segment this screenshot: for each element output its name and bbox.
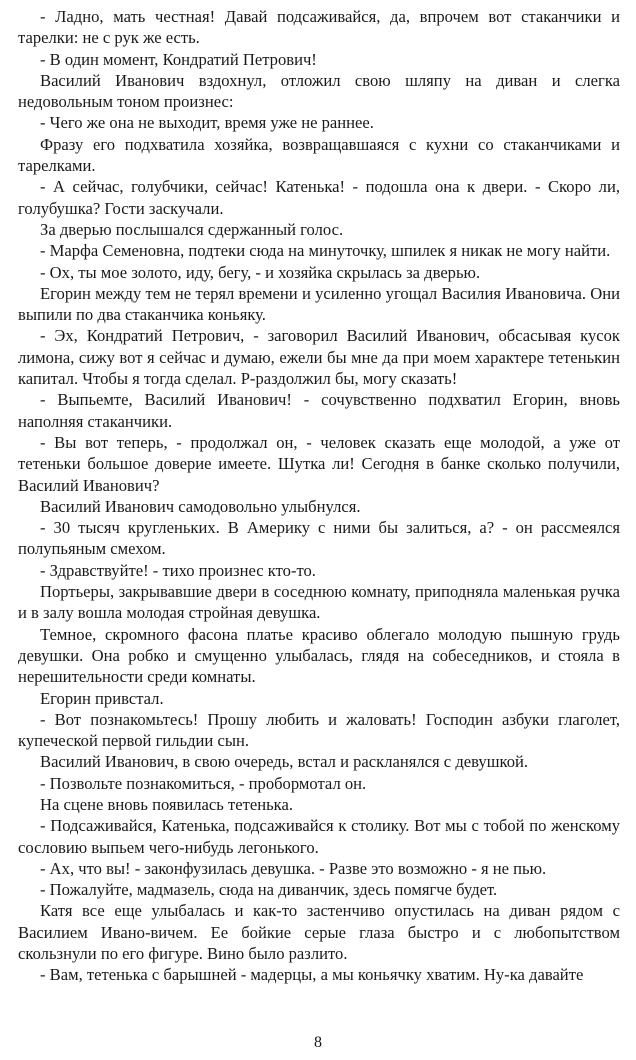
paragraph: Василий Иванович, в свою очередь, встал и раскланялся с девушкой. (40, 752, 529, 772)
page-number: 8 (314, 1034, 322, 1051)
paragraph: - Пожалуйте, мадмазель, сюда на диванчик, здесь помягче будет. (40, 880, 498, 900)
paragraph: - Здравствуйте! - тихо произнес кто-то. (40, 560, 316, 580)
paragraph: Василий Иванович самодовольно улыбнулся. (40, 496, 361, 516)
paragraph: - Выпьемте, Василий Иванович! - сочувственно подхватил Егорин, вновь наполняя стаканчики. (18, 390, 620, 431)
paragraph: Темное, скромного фасона платье красиво облегало молодую пышную грудь девушки. Она робко и смущенно улыбалась, глядя на собеседников, и стояла в нерешительности среди комнаты. (18, 624, 620, 687)
paragraph: За дверью послышался сдержанный голос. (40, 219, 344, 239)
paragraph: Егорин привстал. (40, 688, 164, 708)
paragraph: - Чего же она не выходит, время уже не раннее. (40, 113, 374, 133)
paragraph: - Ах, что вы! - законфузилась девушка. - Разве это возможно - я не пью. (40, 858, 547, 878)
paragraph: - 30 тысяч кругленьких. В Америку с ними бы залиться, а? - он рассмеялся полупьяным смехом. (18, 518, 620, 559)
paragraph: - Марфа Семеновна, подтеки сюда на минуточку, шпилек я никак не могу найти. (40, 241, 611, 261)
paragraph: - Вот познакомьтесь! Прошу любить и жаловать! Господин азбуки глаголет, купеческой первой гильдии сын. (18, 709, 620, 751)
paragraph: Василий Иванович вздохнул, отложил свою шляпу на диван и слегка недовольным тоном произнес: (18, 70, 620, 112)
paragraph: - А сейчас, голубчики, сейчас! Катенька! - подошла она к двери. - Скоро ли, голубушка? Гости заскучали. (18, 177, 620, 218)
paragraph: На сцене вновь появилась тетенька. (40, 794, 294, 814)
paragraph: Фразу его подхватила хозяйка, возвращавшаяся с кухни со стаканчиками и тарелками. (18, 134, 620, 176)
paragraph: - Эх, Кондратий Петрович, - заговорил Василий Иванович, обсасывая кусок лимона, сижу вот я сейчас и думаю, ежели бы мне да при моем характере тетенькин капитал. Чтобы я тогда сделал. Р-раздолжил бы, могу сказать! (18, 326, 620, 389)
paragraph: - В один момент, Кондратий Петрович! (40, 49, 317, 69)
book-page-body (18, 6, 620, 1006)
paragraph: Егорин между тем не терял времени и усиленно угощал Василия Ивановича. Они выпили по два стаканчика коньяку. (18, 283, 620, 325)
paragraph: - Вы вот теперь, - продолжал он, - человек сказать еще молодой, а уже от тетеньки большое доверие имеете. Шутка ли! Сегодня в банке сколько получили, Василий Иванович? (18, 432, 620, 495)
paragraph: - Подсаживайся, Катенька, подсаживайся к столику. Вот мы с тобой по женскому сословию выпьем чего-нибудь легонького. (18, 816, 620, 857)
paragraph: - Позвольте познакомиться, - пробормотал он. (40, 773, 367, 793)
paragraph: Портьеры, закрывавшие двери в соседнюю комнату, приподняла маленькая ручка и в залу вошла молодая стройная девушка. (18, 582, 620, 623)
paragraph: - Ох, ты мое золото, иду, бегу, - и хозяйка скрылась за дверью. (40, 262, 481, 282)
paragraph: - Ладно, мать честная! Давай подсаживайся, да, впрочем вот стаканчики и тарелки: не с рук же есть. (18, 7, 620, 48)
paragraph: - Вам, тетенька с барышней - мадерцы, а мы коньячку хватим. Ну-ка давайте (40, 965, 584, 985)
paragraph: Катя все еще улыбалась и как-то застенчиво опустилась на диван рядом с Василием Ивано-вичем. Ее бойкие серые глаза быстро и с любопытством скользнули по его фигуре. Вино было разлито. (18, 901, 620, 964)
